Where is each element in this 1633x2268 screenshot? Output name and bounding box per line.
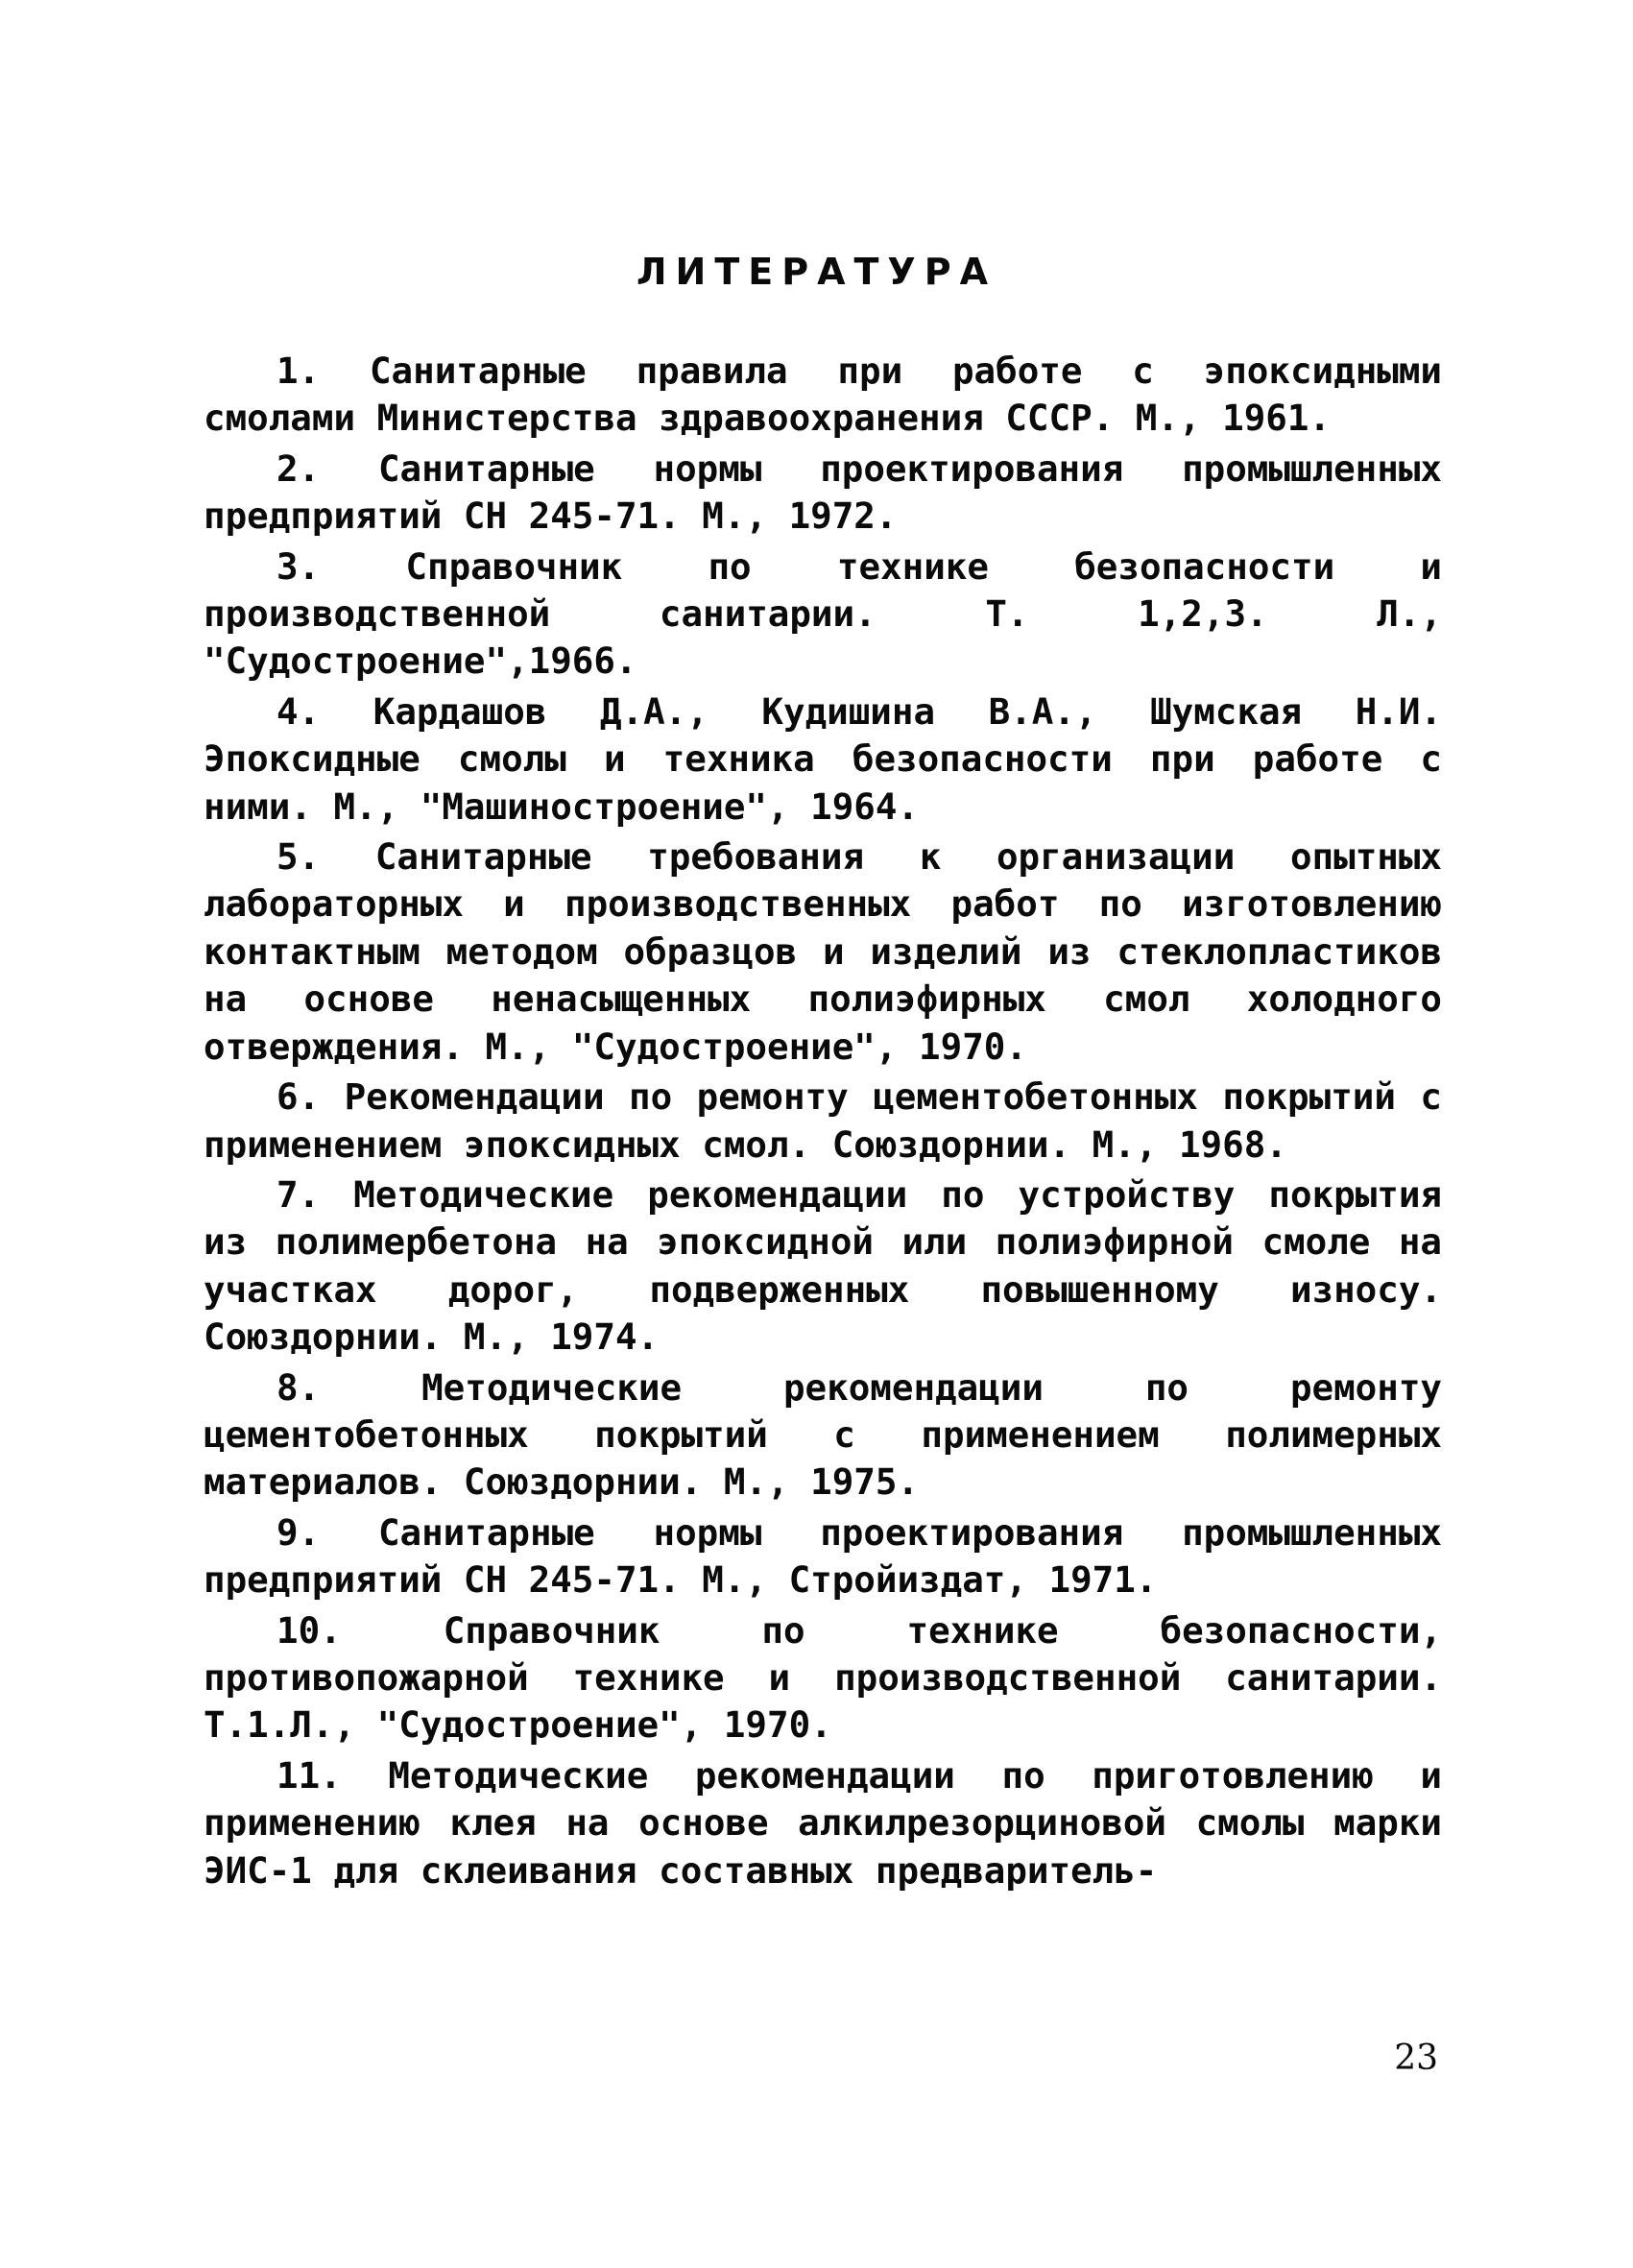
reference-number: 11.: [276, 1753, 342, 1797]
reference-item: [204, 1171, 1442, 1362]
reference-text: Справочник по технике безопасности, противопожарной технике и производственной санитарии. Т.1.Л., "Судостроение", 1970.: [204, 1608, 1442, 1747]
reference-number: 8.: [276, 1365, 321, 1409]
reference-number: 3.: [276, 544, 321, 588]
reference-text: Санитарные нормы проектирования промышленных предприятий СН 245-71. М., 1972.: [204, 446, 1442, 538]
reference-text: Рекомендации по ремонту цементобетонных покрытий с применением эпоксидных смол. Союздорнии. М., 1968.: [204, 1075, 1442, 1166]
reference-item: [204, 1752, 1442, 1894]
reference-text: Санитарные требования к организации опытных лабораторных и производственных работ по изготовлению контактным методом образцов и изделий из стеклопластиков на основе ненасыщенных полиэфирных смол холодного отверждения. М., "Судостроение", 1970.: [204, 835, 1442, 1068]
reference-number: 2.: [276, 446, 321, 490]
reference-number: 4.: [276, 689, 321, 733]
reference-item: [204, 688, 1442, 831]
page-title: ЛИТЕРАТУРА: [636, 251, 997, 293]
reference-item: [204, 446, 1442, 541]
reference-text: Справочник по технике безопасности и производственной санитарии. Т. 1,2,3. Л., "Судостроение",1966.: [204, 544, 1442, 683]
reference-item: [204, 1074, 1442, 1169]
reference-number: 10.: [276, 1608, 342, 1652]
reference-number: 5.: [276, 835, 321, 879]
reference-text: Методические рекомендации по ремонту цементобетонных покрытий с применением полимерных материалов. Союздорнии. М., 1975.: [204, 1365, 1442, 1504]
reference-number: 9.: [276, 1510, 321, 1554]
reference-item: [204, 1509, 1442, 1604]
reference-text: Санитарные правила при работе с эпоксидными смолами Министерства здравоохранения СССР. М., 1961.: [204, 350, 1443, 440]
reference-item: [204, 1607, 1442, 1749]
reference-text: Кардашов Д.А., Кудишина В.А., Шумская Н.И. Эпоксидные смолы и техника безопасности при работе с ними. М., "Машиностроение", 1964.: [204, 689, 1443, 828]
reference-text: Санитарные нормы проектирования промышленных предприятий СН 245-71. М., Стройиздат, 1971.: [204, 1510, 1442, 1602]
reference-number: 7.: [276, 1172, 321, 1216]
reference-number: 6.: [276, 1075, 321, 1119]
reference-item: [204, 543, 1442, 686]
reference-item: [204, 348, 1442, 443]
reference-list: [204, 348, 1442, 1897]
reference-item: [204, 1364, 1442, 1507]
reference-number: 1.: [276, 350, 321, 392]
reference-text: Методические рекомендации по устройству покрытия из полимербетона на эпоксидной или полиэфирной смоле на участках дорог, подверженных повышенному износу. Союздорнии. М., 1974.: [204, 1172, 1442, 1359]
reference-text: Методические рекомендации по приготовлению и применению клея на основе алкилрезорциновой смолы марки ЭИС-1 для склеивания составных предваритель-: [204, 1753, 1442, 1892]
page-number: 23: [1394, 2039, 1438, 2078]
reference-item: [204, 833, 1442, 1071]
